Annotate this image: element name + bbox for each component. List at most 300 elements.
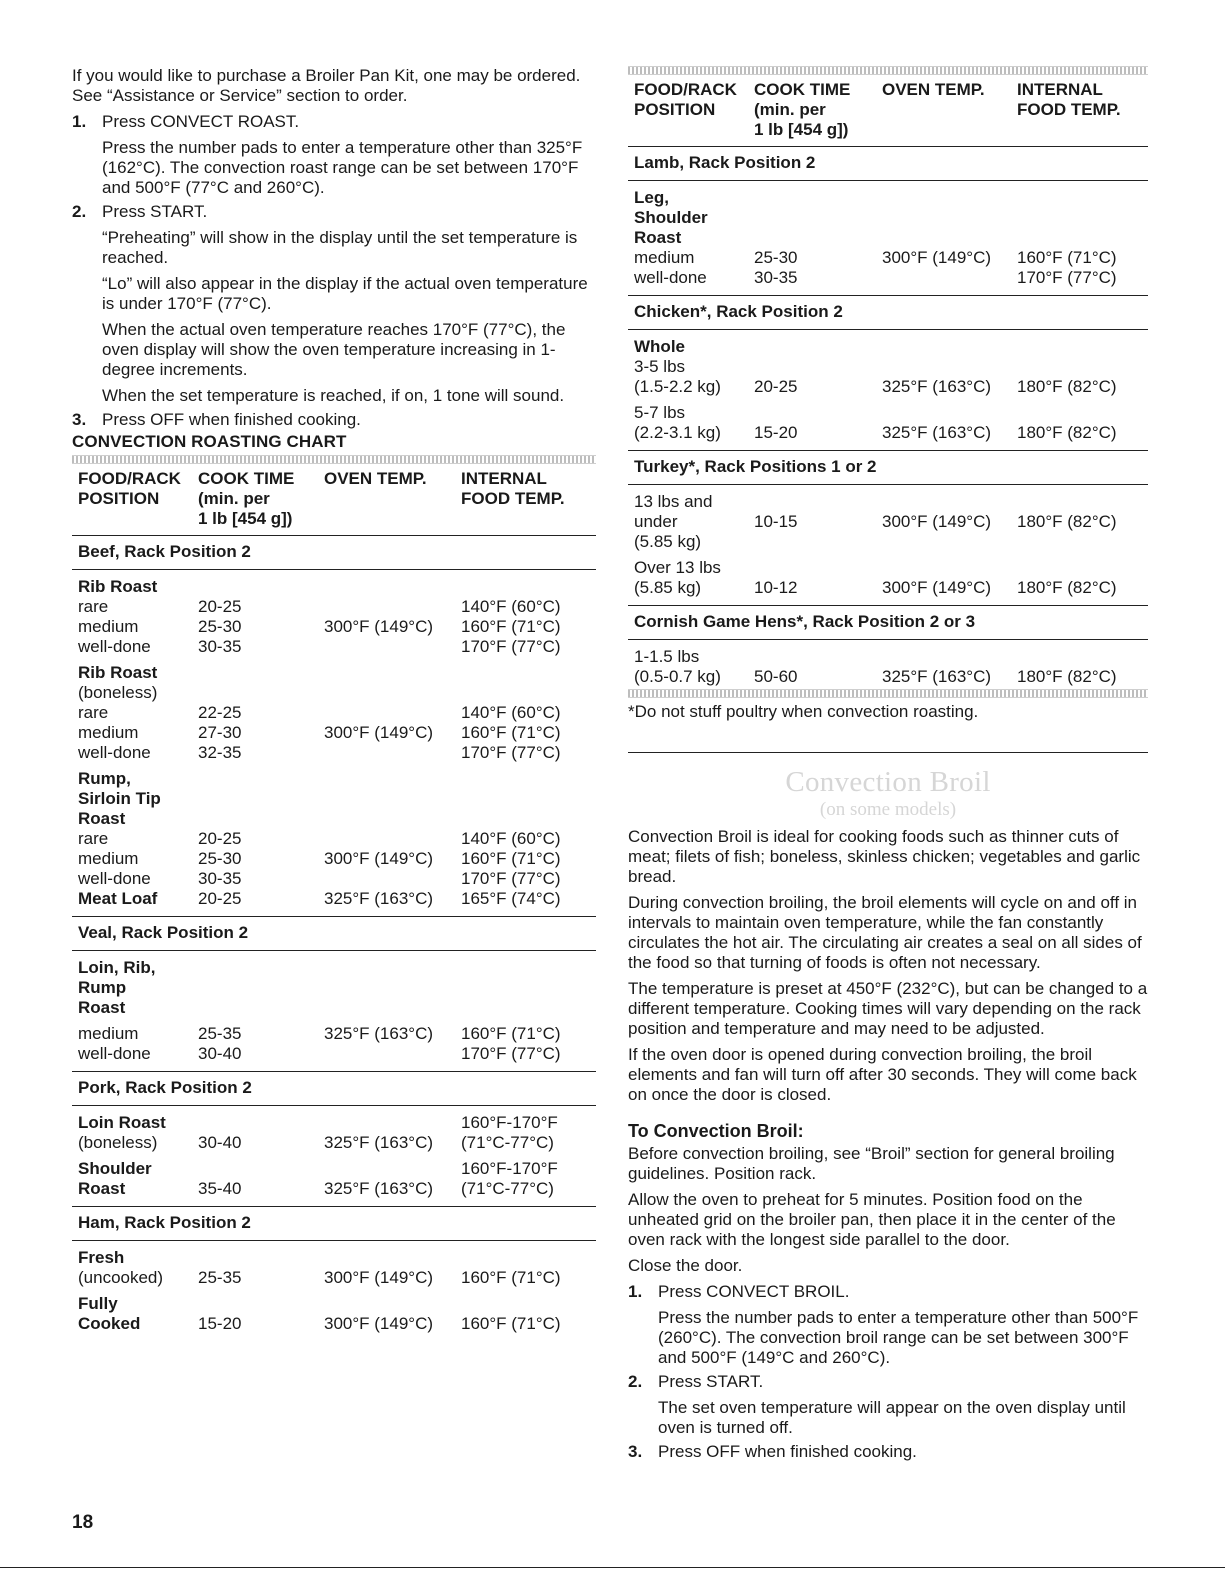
- internal-temp-cell: [461, 951, 596, 979]
- oven-temp-cell: [324, 998, 461, 1018]
- oven-temp-cell: [324, 1153, 461, 1179]
- cook-time-cell: [198, 657, 324, 683]
- paragraph: Convection Broil is ideal for cooking foods such as thinner cuts of meat; filets of fish; boneless, skinless chicken; vegetables and garlic bread.: [628, 827, 1141, 886]
- food-cell: well-done: [78, 869, 151, 888]
- cook-time-cell: 27-30: [198, 723, 242, 742]
- subheading: To Convection Broil:: [628, 1121, 804, 1141]
- cook-time-cell: 30-40: [198, 1044, 324, 1072]
- step-number: 3.: [628, 1442, 643, 1461]
- cook-time-cell: [198, 789, 324, 809]
- oven-temp-cell: [324, 1288, 461, 1314]
- step-text: Press CONVECT ROAST.: [102, 112, 300, 131]
- step-item: [72, 112, 596, 198]
- cook-time-cell: 20-25: [198, 889, 324, 917]
- cook-time-cell: [198, 809, 324, 829]
- food-cell: well-done: [628, 268, 754, 296]
- internal-temp-cell: 180°F (82°C): [1017, 377, 1117, 396]
- chart-title: CONVECTION ROASTING CHART: [72, 432, 347, 451]
- oven-temp-cell: 300°F (149°C): [882, 578, 1017, 606]
- oven-temp-cell: [882, 357, 1017, 377]
- internal-temp-cell: 160°F (71°C): [461, 617, 561, 636]
- dotted-rule: [628, 689, 1148, 698]
- food-cell: Meat Loaf: [72, 889, 198, 917]
- right-column: [628, 66, 1148, 1462]
- roasting-chart-table: [72, 464, 596, 1334]
- oven-temp-cell: [882, 397, 1017, 423]
- food-cell: (2.2-3.1 kg): [628, 423, 754, 451]
- internal-temp-cell: [461, 657, 596, 683]
- oven-temp-cell: [324, 978, 461, 998]
- chart-header-text: (min. per: [198, 489, 270, 508]
- food-cell: (1.5-2.2 kg): [634, 377, 721, 396]
- table-row: [628, 268, 1148, 296]
- cook-time-cell: [754, 357, 882, 377]
- cook-time-cell: 30-35: [198, 869, 242, 888]
- chart-header-cell: [754, 75, 882, 147]
- table-row: [628, 228, 1148, 248]
- bottom-rule: [0, 1567, 1225, 1568]
- chart-header-text: OVEN TEMP.: [882, 80, 985, 99]
- internal-temp-cell: 160°F (71°C): [461, 1268, 561, 1287]
- cook-time-cell: [198, 951, 324, 979]
- internal-temp-cell: [461, 809, 596, 829]
- table-row: [72, 978, 596, 998]
- chart-header-text: FOOD TEMP.: [461, 489, 565, 508]
- cook-time-cell: [198, 998, 324, 1018]
- oven-temp-cell: 300°F (149°C): [324, 723, 434, 742]
- cook-time-cell: [198, 1106, 324, 1134]
- food-cell: medium: [78, 1024, 139, 1043]
- internal-temp-cell: [461, 570, 596, 598]
- chart-section-label: Pork, Rack Position 2: [72, 1072, 596, 1106]
- table-row: [72, 1179, 596, 1207]
- food-cell: Leg,: [634, 188, 669, 207]
- oven-temp-cell: 300°F (149°C): [324, 1314, 434, 1333]
- chart-header-cell: [1017, 75, 1148, 147]
- section-title: Convection Broil: [785, 766, 991, 798]
- oven-temp-cell: 325°F (163°C): [324, 1024, 434, 1043]
- internal-temp-cell: [461, 789, 596, 809]
- oven-temp-cell: 325°F (163°C): [324, 1133, 434, 1152]
- table-row: [72, 1153, 596, 1179]
- table-row: [72, 809, 596, 829]
- cook-time-cell: 50-60: [754, 667, 798, 686]
- chart-header-cell: [461, 464, 596, 536]
- table-row: [628, 640, 1148, 668]
- internal-temp-cell: [1017, 228, 1148, 248]
- page-number: 18: [72, 1512, 94, 1533]
- table-row: [72, 1106, 596, 1134]
- internal-temp-cell: [1017, 181, 1148, 209]
- oven-temp-cell: [882, 181, 1017, 209]
- cook-time-cell: [198, 978, 324, 998]
- section-rule: [628, 752, 1148, 753]
- step-number: 1.: [628, 1282, 643, 1301]
- internal-temp-cell: [1017, 208, 1148, 228]
- oven-temp-cell: 325°F (163°C): [324, 1179, 461, 1207]
- oven-temp-cell: [324, 829, 461, 849]
- roast-steps: [72, 112, 596, 430]
- oven-temp-cell: 325°F (163°C): [882, 377, 992, 396]
- food-cell: (5.85 kg): [628, 578, 754, 606]
- food-cell: Whole: [634, 337, 685, 356]
- internal-temp-cell: [1017, 640, 1148, 668]
- food-cell: Cooked: [78, 1314, 141, 1333]
- step-detail: “Preheating” will show in the display until the set temperature is reached.: [102, 228, 578, 267]
- cook-time-cell: 30-35: [754, 268, 882, 296]
- cook-time-cell: [754, 181, 882, 209]
- table-row: [72, 1018, 596, 1044]
- oven-temp-cell: 300°F (149°C): [324, 617, 434, 636]
- table-row: [72, 889, 596, 917]
- table-row: [72, 597, 596, 617]
- chart-section-label: Lamb, Rack Position 2: [628, 147, 1148, 181]
- internal-temp-cell: 140°F (60°C): [461, 703, 561, 722]
- chart-header-text: POSITION: [78, 489, 160, 508]
- oven-temp-cell: [882, 640, 1017, 668]
- step-item: [628, 1442, 1148, 1462]
- oven-temp-cell: [882, 485, 1017, 513]
- table-row: [72, 617, 596, 637]
- cook-time-cell: 25-30: [198, 849, 242, 868]
- oven-temp-cell: [882, 532, 1017, 552]
- chart-section-row: [72, 1072, 596, 1106]
- food-cell: Over 13 lbs: [634, 558, 721, 577]
- paragraph: During convection broiling, the broil elements will cycle on and off in intervals to maintain oven temperature, while the fan constantly circulates the hot air. The circulating air creates a seal on all sides of the food so that turning of foods is often not necessary.: [628, 893, 1142, 972]
- step-number: 2.: [72, 202, 87, 221]
- step-number: 3.: [72, 410, 87, 429]
- cook-time-cell: [754, 485, 882, 513]
- oven-temp-cell: [324, 657, 461, 683]
- table-row: [72, 1268, 596, 1288]
- internal-temp-cell: 170°F (77°C): [461, 743, 561, 762]
- internal-temp-cell: 180°F (82°C): [1017, 578, 1148, 606]
- cook-time-cell: 20-25: [198, 829, 242, 848]
- food-cell: Shoulder: [634, 208, 708, 227]
- internal-temp-cell: 180°F (82°C): [1017, 512, 1117, 531]
- table-row: [628, 377, 1148, 397]
- oven-temp-cell: 300°F (149°C): [324, 849, 434, 868]
- table-row: [72, 1314, 596, 1334]
- internal-temp-cell: 170°F (77°C): [1017, 268, 1148, 296]
- internal-temp-cell: 180°F (82°C): [1017, 667, 1117, 686]
- internal-temp-cell: (71°C-77°C): [461, 1133, 554, 1152]
- food-cell: Rib Roast: [78, 577, 158, 596]
- cook-time-cell: 15-20: [754, 423, 882, 451]
- internal-temp-cell: (71°C-77°C): [461, 1179, 596, 1207]
- internal-temp-cell: [1017, 330, 1148, 358]
- cook-time-cell: [754, 397, 882, 423]
- food-cell: well-done: [78, 637, 151, 656]
- oven-temp-cell: 300°F (149°C): [882, 248, 992, 267]
- food-cell: (uncooked): [78, 1268, 164, 1287]
- oven-temp-cell: [324, 1044, 461, 1072]
- left-column: [72, 66, 596, 1334]
- oven-temp-cell: [882, 552, 1017, 578]
- food-cell: Rump,: [78, 769, 131, 788]
- food-cell: 5-7 lbs: [634, 403, 686, 422]
- oven-temp-cell: [324, 570, 461, 598]
- chart-section-row: [72, 536, 596, 570]
- table-row: [628, 552, 1148, 578]
- chart-section-label: Beef, Rack Position 2: [72, 536, 596, 570]
- cook-time-cell: [754, 330, 882, 358]
- food-cell: rare: [78, 829, 109, 848]
- table-row: [72, 998, 596, 1018]
- internal-temp-cell: [1017, 485, 1148, 513]
- footnote: *Do not stuff poultry when convection roasting.: [628, 702, 979, 721]
- internal-temp-cell: [461, 763, 596, 789]
- internal-temp-cell: [461, 1288, 596, 1314]
- cook-time-cell: 20-25: [198, 597, 242, 616]
- table-row: [628, 330, 1148, 358]
- internal-temp-cell: 170°F (77°C): [461, 869, 561, 888]
- step-item: [628, 1282, 1148, 1368]
- cook-time-cell: 30-40: [198, 1133, 242, 1152]
- table-row: [72, 723, 596, 743]
- step-text: Press START.: [102, 202, 208, 221]
- table-row: [72, 951, 596, 979]
- step-detail: When the set temperature is reached, if on, 1 tone will sound.: [102, 386, 565, 405]
- internal-temp-cell: 160°F (71°C): [461, 1024, 561, 1043]
- internal-temp-cell: [461, 998, 596, 1018]
- oven-temp-cell: [324, 763, 461, 789]
- chart-header-text: COOK TIME: [198, 469, 295, 488]
- food-cell: medium: [78, 617, 139, 636]
- paragraph: Close the door.: [628, 1256, 743, 1275]
- food-cell: Rib Roast: [78, 663, 158, 682]
- paragraph: Allow the oven to preheat for 5 minutes. Position food on the unheated grid on the broiler pan, then place it in the center of the oven rack with the longest side parallel to the door.: [628, 1190, 1116, 1249]
- oven-temp-cell: [324, 703, 461, 723]
- oven-temp-cell: [324, 683, 461, 703]
- step-number: 1.: [72, 112, 87, 131]
- step-text: Press CONVECT BROIL.: [658, 1282, 850, 1301]
- chart-section-row: [628, 296, 1148, 330]
- food-cell: (0.5-0.7 kg): [634, 667, 721, 686]
- food-cell: Loin, Rib,: [78, 958, 156, 977]
- chart-section-row: [628, 606, 1148, 640]
- cook-time-cell: [754, 552, 882, 578]
- table-row: [72, 570, 596, 598]
- cook-time-cell: 32-35: [198, 743, 242, 762]
- step-detail: When the actual oven temperature reaches 170°F (77°C), the oven display will show the oven temperature increasing in 1-degree increments.: [102, 320, 566, 379]
- chart-section-label: Veal, Rack Position 2: [72, 917, 596, 951]
- food-cell: well-done: [78, 743, 151, 762]
- table-row: [72, 1241, 596, 1269]
- internal-temp-cell: [1017, 397, 1148, 423]
- table-row: [72, 703, 596, 723]
- oven-temp-cell: [324, 951, 461, 979]
- internal-temp-cell: 160°F (71°C): [1017, 248, 1117, 267]
- broil-description: [628, 827, 1148, 1105]
- oven-temp-cell: [324, 1106, 461, 1134]
- table-row: [72, 763, 596, 789]
- broil-steps: [628, 1282, 1148, 1462]
- internal-temp-cell: 160°F (71°C): [461, 849, 561, 868]
- chart-header-text: 1 lb [454 g]): [198, 509, 293, 528]
- chart-header-cell: [72, 464, 198, 536]
- internal-temp-cell: 160°F (71°C): [461, 1314, 561, 1333]
- chart-header-cell: [628, 75, 754, 147]
- oven-temp-cell: [882, 330, 1017, 358]
- chart-section-label: Chicken*, Rack Position 2: [628, 296, 1148, 330]
- chart-header-cell: [882, 75, 1017, 147]
- food-cell: Roast: [78, 809, 126, 828]
- cook-time-cell: 25-35: [198, 1268, 242, 1287]
- internal-temp-cell: 165°F (74°C): [461, 889, 596, 917]
- food-cell: 1-1.5 lbs: [634, 647, 700, 666]
- food-cell: medium: [78, 723, 139, 742]
- food-cell: 3-5 lbs: [634, 357, 686, 376]
- cook-time-cell: [754, 640, 882, 668]
- internal-temp-cell: [1017, 552, 1148, 578]
- internal-temp-cell: 180°F (82°C): [1017, 423, 1148, 451]
- internal-temp-cell: 140°F (60°C): [461, 829, 561, 848]
- table-row: [628, 181, 1148, 209]
- chart-header-text: OVEN TEMP.: [324, 469, 427, 488]
- food-cell: rare: [78, 597, 109, 616]
- cook-time-cell: 25-35: [198, 1024, 242, 1043]
- oven-temp-cell: 325°F (163°C): [882, 423, 1017, 451]
- step-item: [72, 410, 596, 430]
- step-detail: “Lo” will also appear in the display if the actual oven temperature is under 170°F (77°C).: [102, 274, 588, 313]
- food-cell: Rump: [78, 978, 127, 997]
- oven-temp-cell: [882, 228, 1017, 248]
- cook-time-cell: 22-25: [198, 703, 242, 722]
- cook-time-cell: 25-30: [754, 248, 798, 267]
- internal-temp-cell: [461, 683, 596, 703]
- cook-time-cell: [198, 683, 324, 703]
- table-row: [628, 397, 1148, 423]
- internal-temp-cell: [1017, 357, 1148, 377]
- food-cell: (boneless): [78, 683, 158, 702]
- food-cell: Roast: [72, 1179, 198, 1207]
- food-cell: Fully: [78, 1294, 118, 1313]
- table-row: [628, 208, 1148, 228]
- intro-paragraph: If you would like to purchase a Broiler Pan Kit, one may be ordered. See “Assistance or Service” section to order.: [72, 66, 581, 105]
- oven-temp-cell: [882, 268, 1017, 296]
- chart-header-text: FOOD TEMP.: [1017, 100, 1121, 119]
- food-cell: Roast: [78, 998, 126, 1017]
- table-row: [72, 829, 596, 849]
- table-row: [72, 637, 596, 657]
- cook-time-cell: 10-12: [754, 578, 882, 606]
- chart-header-row: [628, 75, 1148, 147]
- food-cell: under: [634, 512, 678, 531]
- chart-section-label: Turkey*, Rack Positions 1 or 2: [628, 451, 1148, 485]
- oven-temp-cell: [324, 809, 461, 829]
- internal-temp-cell: 140°F (60°C): [461, 597, 561, 616]
- food-cell: (boneless): [78, 1133, 158, 1152]
- table-row: [72, 1133, 596, 1153]
- chart-header-text: POSITION: [634, 100, 716, 119]
- chart-header-text: FOOD/RACK: [78, 469, 181, 488]
- cook-time-cell: [198, 1153, 324, 1179]
- cook-time-cell: 35-40: [198, 1179, 324, 1207]
- food-cell: well-done: [72, 1044, 198, 1072]
- paragraph: Before convection broiling, see “Broil” section for general broiling guidelines. Position rack.: [628, 1144, 1115, 1183]
- oven-temp-cell: 300°F (149°C): [882, 512, 992, 531]
- dotted-rule: [628, 66, 1148, 75]
- food-cell: rare: [78, 703, 109, 722]
- chart-header-row: [72, 464, 596, 536]
- oven-temp-cell: 325°F (163°C): [324, 889, 461, 917]
- cook-time-cell: [198, 1241, 324, 1269]
- internal-temp-cell: [461, 1241, 596, 1269]
- internal-temp-cell: 160°F (71°C): [461, 723, 561, 742]
- chart-header-cell: [324, 464, 461, 536]
- oven-temp-cell: [324, 1241, 461, 1269]
- oven-temp-cell: 300°F (149°C): [324, 1268, 434, 1287]
- table-row: [628, 357, 1148, 377]
- step-detail: Press the number pads to enter a temperature other than 325°F (162°C). The convection roast range can be set between 170°F and 500°F (77°C and 260°C).: [102, 138, 583, 197]
- chart-header-text: (min. per: [754, 100, 826, 119]
- cook-time-cell: [198, 570, 324, 598]
- food-cell: Shoulder: [78, 1159, 152, 1178]
- table-row: [628, 667, 1148, 687]
- chart-header-text: INTERNAL: [1017, 80, 1103, 99]
- oven-temp-cell: 325°F (163°C): [882, 667, 992, 686]
- food-cell: Sirloin Tip: [78, 789, 161, 808]
- paragraph: The temperature is preset at 450°F (232°C), but can be changed to a different temperature. Cooking times will vary depending on the rack position and temperature and may need to be adjusted.: [628, 979, 1148, 1038]
- internal-temp-cell: 160°F-170°F: [461, 1159, 558, 1178]
- paragraph: If the oven door is opened during convection broiling, the broil elements and fan will turn off after 30 seconds. They will come back on once the door is closed.: [628, 1045, 1137, 1104]
- table-row: [72, 683, 596, 703]
- cook-time-cell: [198, 763, 324, 789]
- step-number: 2.: [628, 1372, 643, 1391]
- step-text: Press START.: [658, 1372, 764, 1391]
- chart-header-text: COOK TIME: [754, 80, 851, 99]
- table-row: [628, 423, 1148, 451]
- cook-time-cell: [198, 1288, 324, 1314]
- food-cell: medium: [634, 248, 695, 267]
- chart-header-text: FOOD/RACK: [634, 80, 737, 99]
- chart-section-row: [628, 451, 1148, 485]
- cook-time-cell: 15-20: [198, 1314, 242, 1333]
- table-row: [72, 1044, 596, 1072]
- oven-temp-cell: [324, 789, 461, 809]
- table-row: [628, 485, 1148, 513]
- table-row: [72, 1288, 596, 1314]
- internal-temp-cell: 160°F-170°F: [461, 1113, 558, 1132]
- step-detail: The set oven temperature will appear on the oven display until oven is turned off.: [658, 1398, 1126, 1437]
- food-cell: Loin Roast: [78, 1113, 166, 1132]
- oven-temp-cell: [324, 743, 461, 763]
- step-text: Press OFF when finished cooking.: [658, 1442, 917, 1461]
- internal-temp-cell: [1017, 532, 1148, 552]
- table-row: [628, 578, 1148, 606]
- oven-temp-cell: [324, 869, 461, 889]
- table-row: [72, 869, 596, 889]
- table-row: [72, 743, 596, 763]
- oven-temp-cell: [882, 208, 1017, 228]
- chart-header-text: INTERNAL: [461, 469, 547, 488]
- chart-header-text: 1 lb [454 g]): [754, 120, 849, 139]
- food-cell: 13 lbs and: [634, 492, 713, 511]
- step-item: [72, 202, 596, 406]
- cook-time-cell: 25-30: [198, 617, 242, 636]
- dotted-rule: [72, 455, 596, 464]
- internal-temp-cell: 170°F (77°C): [461, 1044, 596, 1072]
- table-row: [72, 849, 596, 869]
- chart-section-row: [72, 917, 596, 951]
- step-text: Press OFF when finished cooking.: [102, 410, 361, 429]
- cook-time-cell: [754, 228, 882, 248]
- oven-temp-cell: [324, 597, 461, 617]
- cook-time-cell: 20-25: [754, 377, 798, 396]
- table-row: [628, 512, 1148, 532]
- cook-time-cell: [754, 532, 882, 552]
